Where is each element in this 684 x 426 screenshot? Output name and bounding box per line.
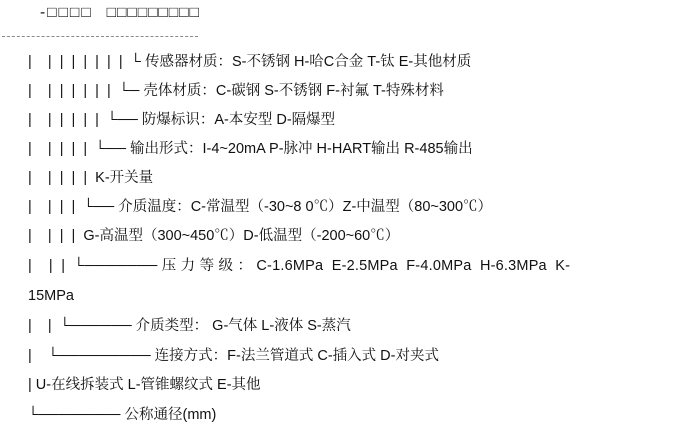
- legend-line: └──────── 公称通径(mm): [28, 407, 217, 423]
- legend-line: | | | | | └── 输出形式：I-4~20mA P-脉冲 H-HART输出 R-485输出: [28, 141, 473, 157]
- legend-line: | | | | | | └── 防爆标识：A-本安型 D-隔爆型: [28, 112, 336, 128]
- legend-line: | | | | G-高温型（300~450℃）D-低温型（-200~60℃）: [28, 228, 400, 244]
- code-legend-list: [0, 48, 684, 426]
- legend-line: | | | └─────── 压 力 等 级 ： C-1.6MPa E-2.5MPa F-4.0MPa H-6.3MPa K-: [28, 258, 571, 274]
- legend-line: | | | | | | | └─ 壳体材质：C-碳钢 S-不锈钢 F-衬氟 T-特殊材料: [28, 83, 444, 99]
- title-code: -□□□□: [40, 4, 93, 21]
- legend-line: | | | | | K-开关量: [28, 170, 154, 186]
- legend-line: | | | | | | | | └ 传感器材质：S-不锈钢 H-哈C合金 T-钛 E-其他材质: [28, 54, 472, 70]
- title-divider: [2, 36, 198, 37]
- legend-line-continuation: 15MPa: [28, 288, 74, 304]
- title-text: □□□□□□□□□: [106, 4, 200, 21]
- legend-line: | | └────── 介质类型： G-气体 L-液体 S-蒸汽: [28, 318, 351, 334]
- diagram-title: [40, 4, 200, 22]
- legend-line: | └───────── 连接方式：F-法兰管道式 C-插入式 D-对夹式: [28, 348, 439, 364]
- legend-line: | U-在线拆装式 L-管锥螺纹式 E-其他: [28, 377, 261, 393]
- legend-line: | | | | └── 介质温度：C-常温型（-30~8 0℃）Z-中温型（80~300℃）: [28, 199, 493, 215]
